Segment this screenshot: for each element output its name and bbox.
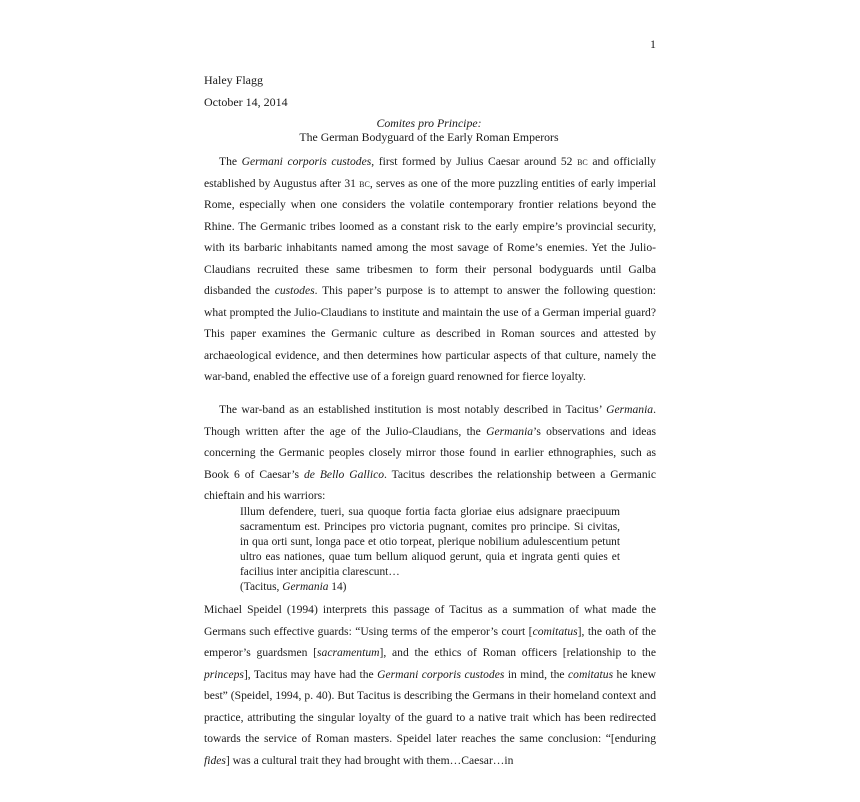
block-quote (240, 505, 620, 595)
block-quote-citation: (Tacitus, Germania 14) (240, 581, 347, 593)
title-main: Comites pro Principe: (376, 116, 482, 130)
paper-title (204, 116, 654, 144)
title-subtitle: The German Bodyguard of the Early Roman Emperors (299, 130, 559, 144)
submission-date: October 14, 2014 (204, 95, 288, 109)
block-quote-text: Illum defendere, tueri, sua quoque fortia facta gloriae eius adsignare praecipuum sacramentum est. Principes pro victoria pugnant, comites pro principe. Si civitas, in qua orti sunt, longa pace et otio torpeat, plerique nobilium adulescentium petunt ultro eas nationes, quae tum bellum aliquod gerunt, quia et ingrata genti quies et facilius inter ancipitia clarescunt… (240, 506, 620, 578)
page-number: 1 (650, 37, 656, 51)
body-paragraph-3: Michael Speidel (1994) interprets this passage of Tacitus as a summation of what made the Germans such effective guards: “Using terms of the emperor’s court [comitatus], the oath of the emperor’s guardsmen [sacramentum], and the ethics of Roman officers [relationship to the princeps], Tacitus may have had the Germani corporis custodes in mind, the comitatus he knew best” (Speidel, 1994, p. 40). But Tacitus is describing the Germans in their homeland context and practice, attributing the singular loyalty of the guard to a native trait which has been redirected towards the service of Roman masters. Speidel later reaches the same conclusion: “[enduring fides] was a cultural trait they had brought with them…Caesar…in (204, 603, 656, 767)
author-name: Haley Flagg (204, 73, 263, 87)
body-paragraph-2: The war-band as an established institution is most notably described in Tacitus’ Germania. Though written after the age of the Julio-Claudians, the Germania’s observations and ideas concerning the Germanic peoples closely mirror those found in earlier ethnographies, such as Book 6 of Caesar’s de Bello Gallico. Tacitus describes the relationship between a Germanic chieftain and his warriors: (204, 403, 656, 502)
body-paragraph-1: The Germani corporis custodes, first formed by Julius Caesar around 52 bc and officially established by Augustus after 31 bc, serves as one of the more puzzling entities of early imperial Rome, especially when one considers the volatile contemporary frontier relations beyond the Rhine. The Germanic tribes loomed as a constant risk to the early empire’s provincial security, with its barbaric inhabitants named among the most savage of Rome’s enemies. Yet the Julio-Claudians recruited these same tribesmen to form their personal bodyguards until Galba disbanded the custodes. This paper’s purpose is to attempt to answer the following question: what prompted the Julio-Claudians to institute and maintain the use of a German imperial guard? This paper examines the Germanic culture as described in Roman sources and attested by archaeological evidence, and then determines how particular aspects of that culture, namely the war-band, enabled the effective use of a foreign guard renowned for fierce loyalty. (204, 155, 656, 383)
